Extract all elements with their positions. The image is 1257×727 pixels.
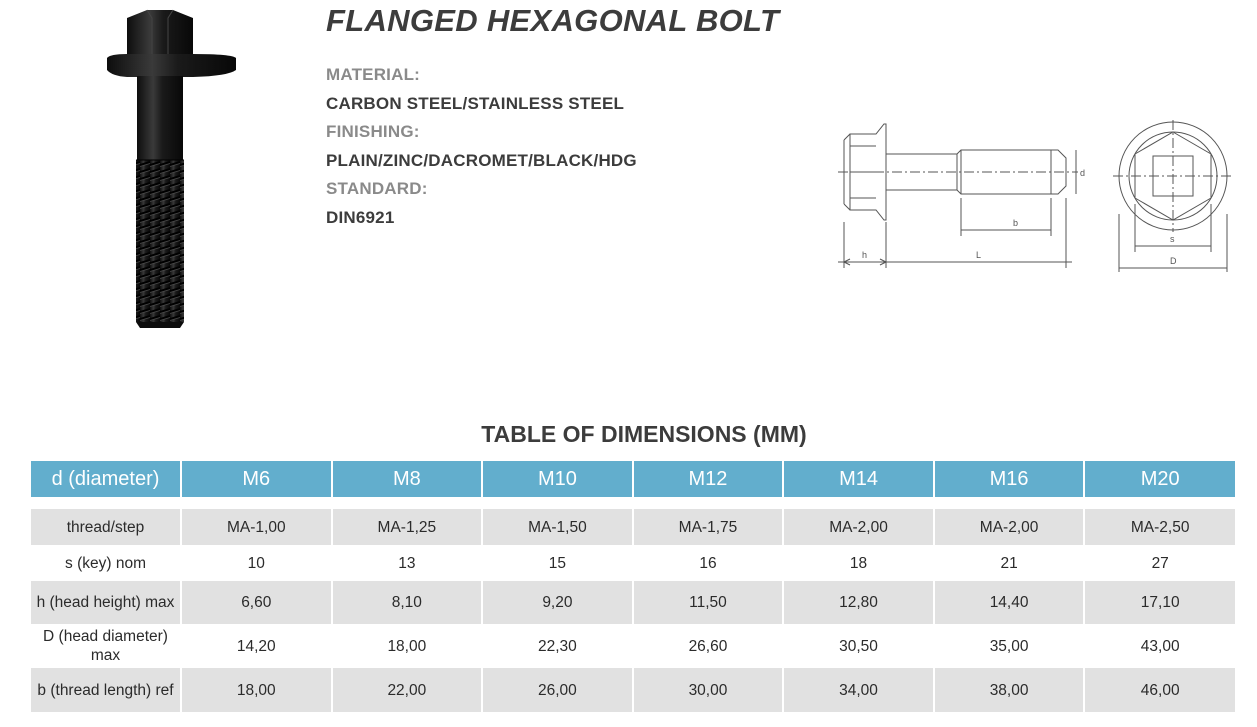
label-h: h — [862, 250, 868, 260]
table-cell: 46,00 — [1084, 668, 1235, 712]
standard-value: DIN6921 — [326, 207, 395, 227]
table-cell: 21 — [934, 545, 1085, 581]
table-cell: 26,00 — [482, 668, 633, 712]
table-cell: 6,60 — [181, 581, 332, 624]
spec-list — [326, 61, 637, 232]
table-cell: 43,00 — [1084, 624, 1235, 668]
row-label: h (head height) max — [31, 581, 181, 624]
table-cell: 13 — [332, 545, 483, 581]
table-cell: 18,00 — [332, 624, 483, 668]
table-cell: 15 — [482, 545, 633, 581]
technical-drawing — [830, 118, 1235, 276]
table-cell: 17,10 — [1084, 581, 1235, 624]
label-s: s — [1170, 234, 1175, 244]
row-label: b (thread length) ref — [31, 668, 181, 712]
table-cell: MA-1,50 — [482, 509, 633, 545]
table-cell: 22,00 — [332, 668, 483, 712]
table-cell: 14,40 — [934, 581, 1085, 624]
label-b: b — [1013, 218, 1019, 228]
table-cell: MA-2,00 — [783, 509, 934, 545]
table-cell: 30,00 — [633, 668, 784, 712]
row-label: thread/step — [31, 509, 181, 545]
column-header: d (diameter) — [31, 461, 181, 497]
table-row — [31, 545, 1235, 581]
table-cell: 18 — [783, 545, 934, 581]
table-row — [31, 509, 1235, 545]
material-value: CARBON STEEL/STAINLESS STEEL — [326, 93, 625, 113]
table-cell: 11,50 — [633, 581, 784, 624]
column-header: M20 — [1084, 461, 1235, 497]
finishing-label: FINISHING: — [326, 122, 420, 141]
column-header: M14 — [783, 461, 934, 497]
table-cell: 35,00 — [934, 624, 1085, 668]
row-label: D (head diameter) max — [31, 624, 181, 668]
table-cell: 18,00 — [181, 668, 332, 712]
table-cell: 12,80 — [783, 581, 934, 624]
table-cell: MA-1,00 — [181, 509, 332, 545]
table-cell: 38,00 — [934, 668, 1085, 712]
table-cell: 10 — [181, 545, 332, 581]
label-d: d — [1080, 168, 1086, 178]
table-cell: 16 — [633, 545, 784, 581]
table-cell: 34,00 — [783, 668, 934, 712]
material-label: MATERIAL: — [326, 65, 421, 84]
bolt-photo — [100, 6, 250, 336]
standard-label: STANDARD: — [326, 179, 428, 198]
table-cell: MA-2,00 — [934, 509, 1085, 545]
finishing-value: PLAIN/ZINC/DACROMET/BLACK/HDG — [326, 150, 637, 170]
table-cell: 8,10 — [332, 581, 483, 624]
table-cell: 14,20 — [181, 624, 332, 668]
column-header: M6 — [181, 461, 332, 497]
column-header: M16 — [934, 461, 1085, 497]
table-spacer — [31, 497, 1235, 509]
table-cell: 22,30 — [482, 624, 633, 668]
table-cell: 26,60 — [633, 624, 784, 668]
table-cell: MA-1,75 — [633, 509, 784, 545]
table-header-row — [31, 461, 1235, 497]
column-header: M12 — [633, 461, 784, 497]
column-header: M10 — [482, 461, 633, 497]
column-header: M8 — [332, 461, 483, 497]
label-D: D — [1170, 256, 1177, 266]
table-title: TABLE OF DIMENSIONS (MM) — [481, 421, 807, 447]
table-cell: 9,20 — [482, 581, 633, 624]
label-l: L — [976, 250, 982, 260]
dimensions-table — [31, 461, 1235, 712]
table-row — [31, 581, 1235, 624]
product-title: FLANGED HEXAGONAL BOLT — [326, 3, 780, 38]
row-label: s (key) nom — [31, 545, 181, 581]
table-cell: 30,50 — [783, 624, 934, 668]
table-cell: MA-1,25 — [332, 509, 483, 545]
table-row — [31, 624, 1235, 668]
table-row — [31, 668, 1235, 712]
table-cell: MA-2,50 — [1084, 509, 1235, 545]
table-cell: 27 — [1084, 545, 1235, 581]
